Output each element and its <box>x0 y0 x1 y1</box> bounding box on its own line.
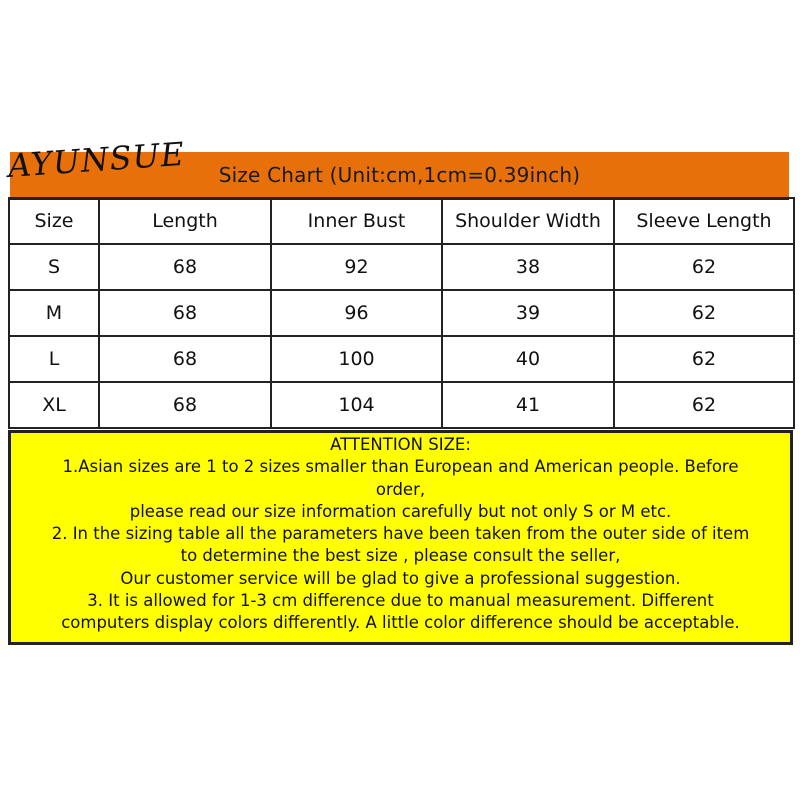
cell-sleeve-length: 62 <box>614 290 794 336</box>
cell-shoulder-width: 41 <box>442 382 614 428</box>
header-sleeve-length: Sleeve Length <box>614 198 794 244</box>
cell-length: 68 <box>99 382 271 428</box>
cell-sleeve-length: 62 <box>614 244 794 290</box>
attention-notice <box>8 430 793 645</box>
table-header-row <box>9 198 794 244</box>
attention-line: 1.Asian sizes are 1 to 2 sizes smaller than European and American people. Before <box>62 457 739 477</box>
cell-size: M <box>9 290 99 336</box>
cell-sleeve-length: 62 <box>614 382 794 428</box>
attention-line: 3. It is allowed for 1-3 cm difference due to manual measurement. Different <box>87 591 714 611</box>
cell-inner-bust: 100 <box>271 336 442 382</box>
size-chart-title-text: Size Chart (Unit:cm,1cm=0.39inch) <box>218 162 581 187</box>
size-table <box>8 197 795 429</box>
cell-length: 68 <box>99 336 271 382</box>
attention-line: to determine the best size , please consult the seller, <box>180 546 621 566</box>
brand-logo: AYUNSUE <box>6 134 187 185</box>
attention-line: computers display colors differently. A little color difference should be acceptable. <box>61 613 740 633</box>
attention-heading: ATTENTION SIZE: <box>330 435 471 454</box>
cell-inner-bust: 92 <box>271 244 442 290</box>
attention-line: 2. In the sizing table all the parameters have been taken from the outer side of item <box>51 524 750 544</box>
cell-size: XL <box>9 382 99 428</box>
cell-inner-bust: 96 <box>271 290 442 336</box>
cell-size: S <box>9 244 99 290</box>
cell-length: 68 <box>99 290 271 336</box>
header-inner-bust: Inner Bust <box>271 198 442 244</box>
cell-shoulder-width: 39 <box>442 290 614 336</box>
cell-inner-bust: 104 <box>271 382 442 428</box>
cell-shoulder-width: 38 <box>442 244 614 290</box>
header-shoulder-width: Shoulder Width <box>442 198 614 244</box>
attention-line: please read our size information carefully but not only S or M etc. <box>129 501 672 521</box>
attention-line: Our customer service will be glad to give a professional suggestion. <box>120 568 681 588</box>
cell-sleeve-length: 62 <box>614 336 794 382</box>
cell-length: 68 <box>99 244 271 290</box>
cell-size: L <box>9 336 99 382</box>
table-row <box>9 382 794 428</box>
table-row <box>9 290 794 336</box>
header-size: Size <box>9 198 99 244</box>
cell-shoulder-width: 40 <box>442 336 614 382</box>
table-row <box>9 244 794 290</box>
attention-line: order, <box>375 479 426 499</box>
table-row <box>9 336 794 382</box>
header-length: Length <box>99 198 271 244</box>
